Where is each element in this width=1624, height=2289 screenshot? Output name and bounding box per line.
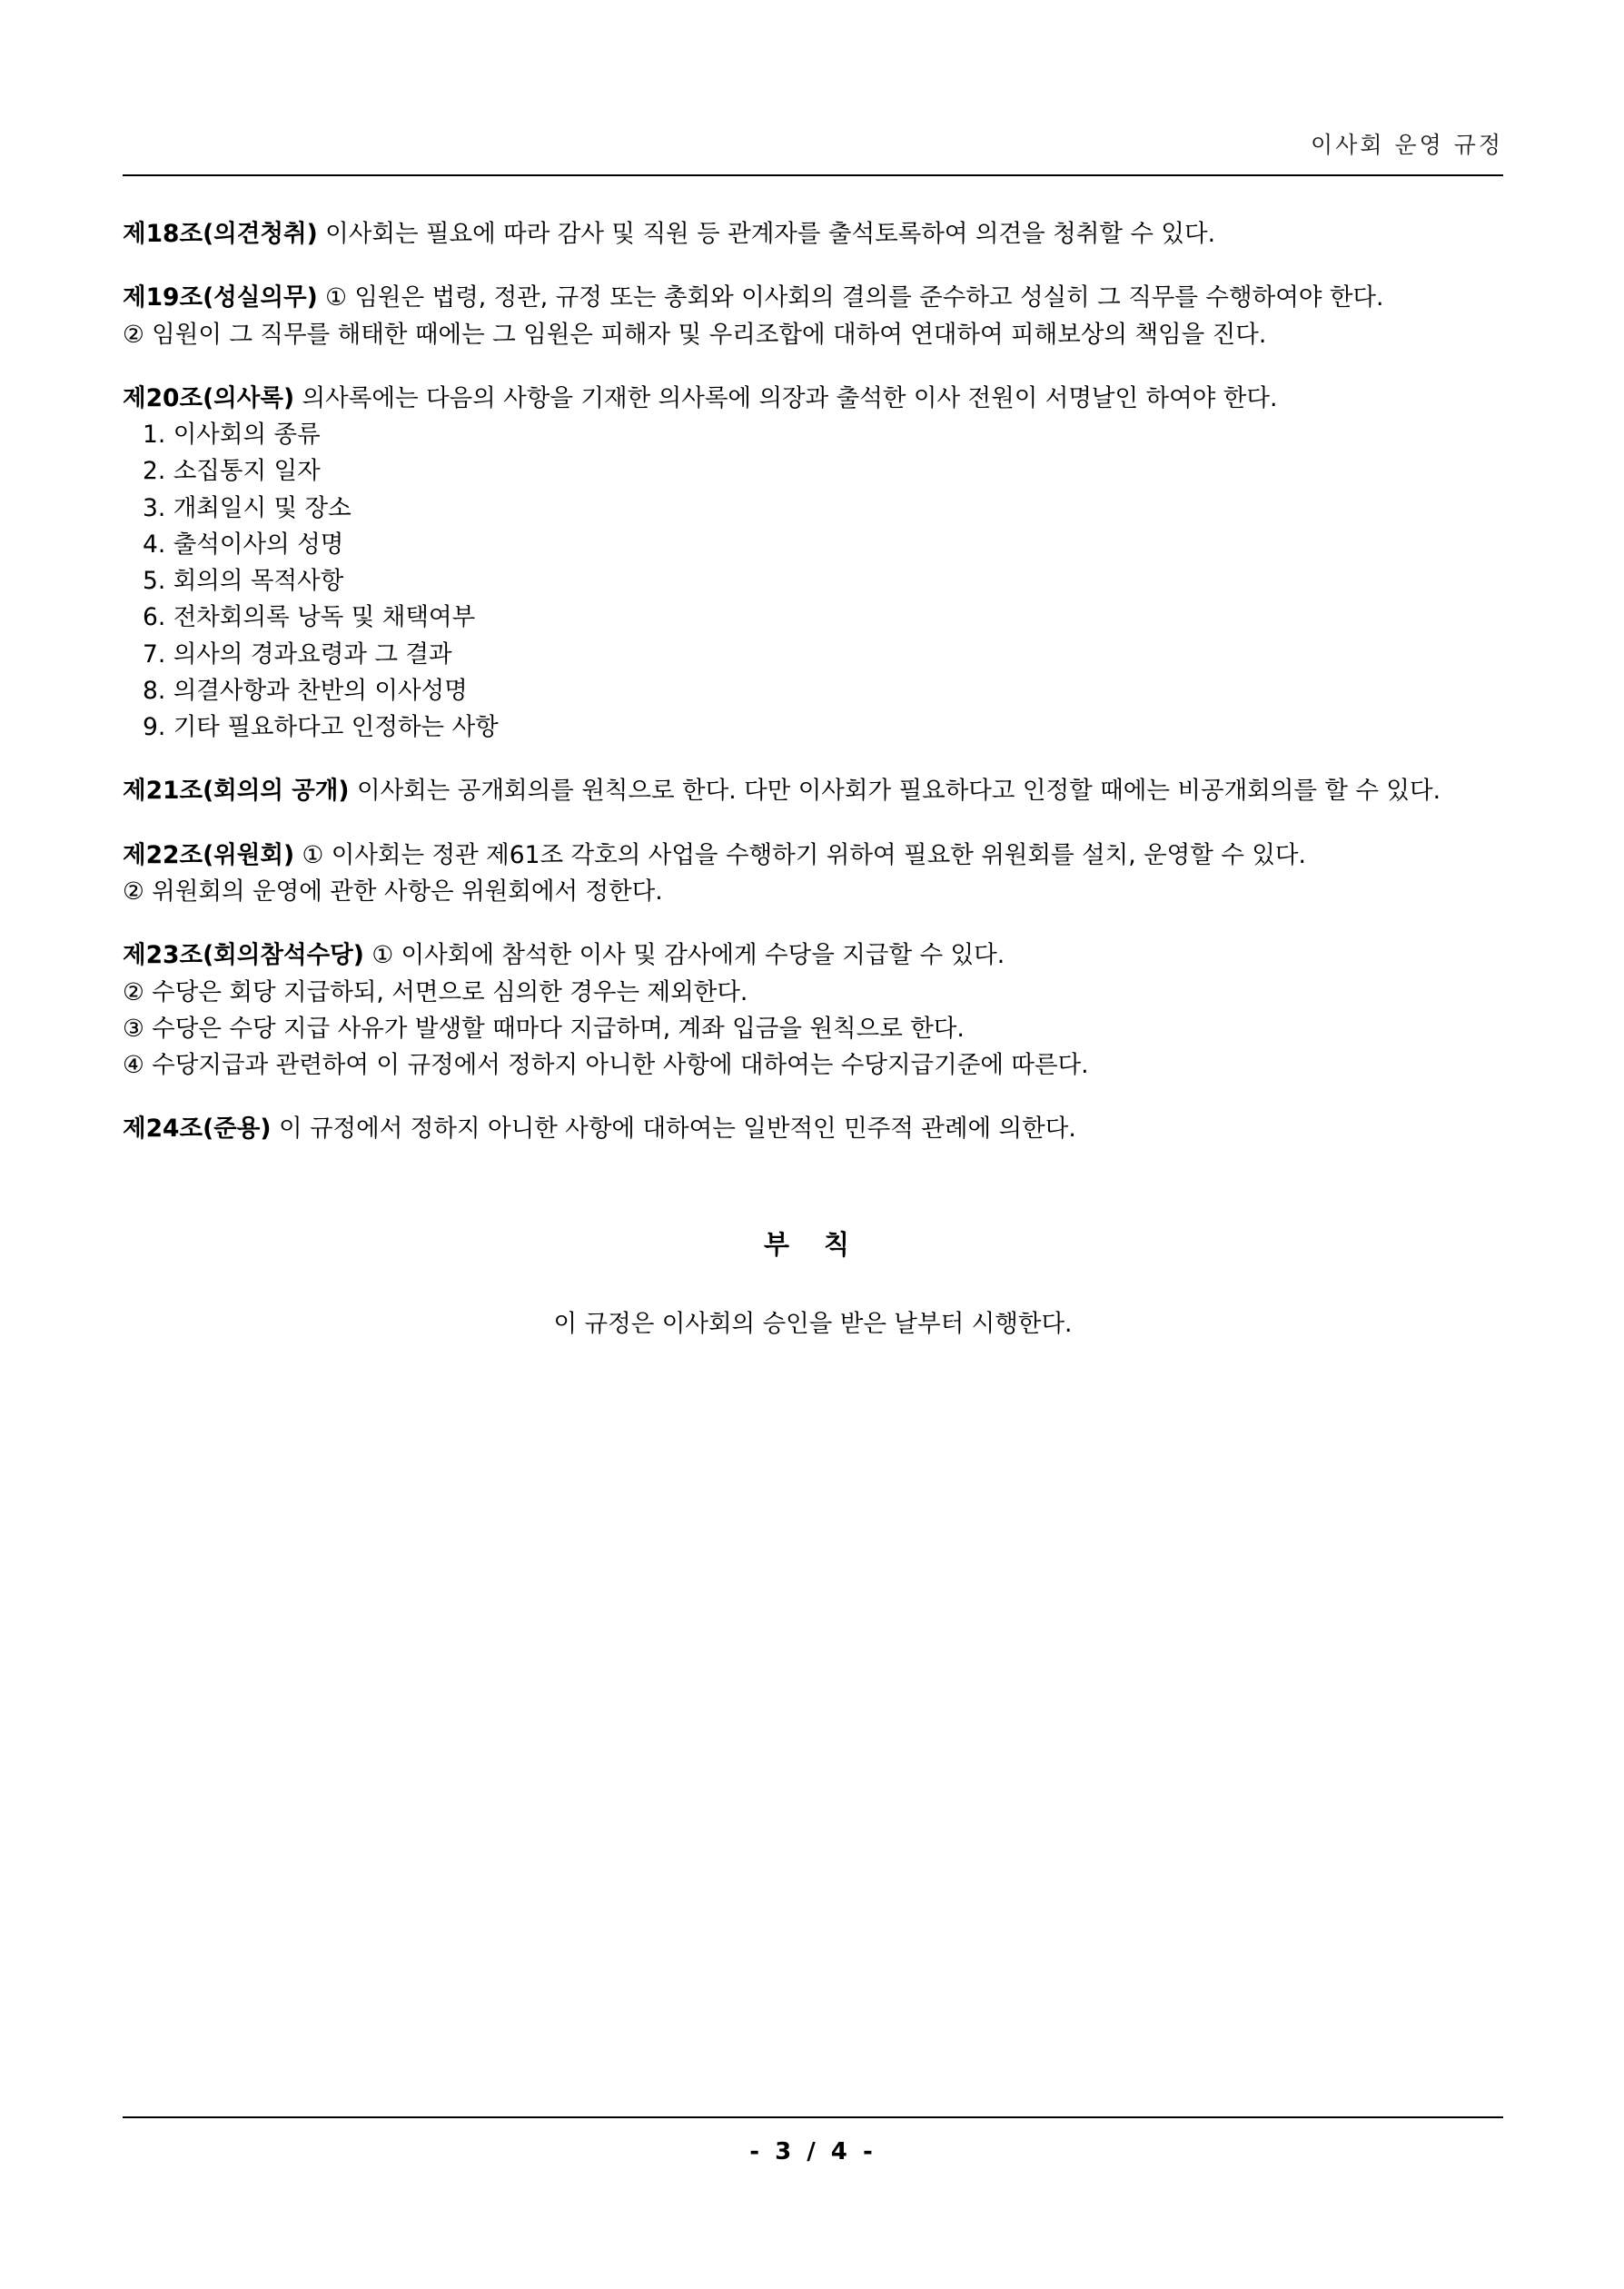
list-item: 5. 회의의 목적사항: [143, 567, 344, 596]
article-18-title: 제18조(의견청취): [123, 220, 318, 248]
article-22-text-1: ① 이사회는 정관 제61조 각호의 사업을 수행하기 위하여 필요한 위원회를 설치, 운영할 수 있다.: [302, 840, 1306, 869]
list-item: 9. 기타 필요하다고 인정하는 사항: [143, 713, 499, 742]
article-23-text-1: ① 이사회에 참석한 이사 및 감사에게 수당을 지급할 수 있다.: [371, 941, 1005, 970]
document-body: [123, 216, 1503, 1343]
page-number: - 3 / 4 -: [749, 2138, 876, 2165]
article-23-paragraph-2: ② 수당은 회당 지급하되, 서면으로 심의한 경우는 제외한다.: [123, 977, 748, 1006]
article-22-paragraph-1: [123, 837, 1503, 874]
supplementary-text: 이 규정은 이사회의 승인을 받은 날부터 시행한다.: [553, 1309, 1073, 1338]
article-20-title: 제20조(의사록): [123, 383, 295, 412]
supplementary-title: 부 칙: [763, 1228, 863, 1260]
article-24-title: 제24조(준용): [123, 1115, 272, 1144]
article-24-paragraph-1: [123, 1111, 1503, 1147]
article-23-paragraph-3: ③ 수당은 수당 지급 사유가 발생할 때마다 지급하며, 계좌 입금을 원칙으로 한다.: [123, 1014, 965, 1043]
list-item: 2. 소집통지 일자: [143, 457, 321, 486]
article-19-paragraph-2: ② 임원이 그 직무를 해태한 때에는 그 임원은 피해자 및 우리조합에 대하여 연대하여 피해보상의 책임을 진다.: [123, 320, 1267, 349]
article-22: [123, 837, 1503, 911]
article-19-paragraph-1: [123, 280, 1503, 316]
article-18-text-1: 이사회는 필요에 따라 감사 및 직원 등 관계자를 출석토록하여 의견을 청취할 수 있다.: [325, 220, 1216, 248]
article-24: [123, 1111, 1503, 1147]
article-23-title: 제23조(회의참석수당): [123, 941, 364, 970]
article-20-item-list: [123, 417, 1503, 746]
article-18-paragraph-1: [123, 216, 1503, 253]
footer-divider: [123, 2116, 1503, 2118]
article-23: [123, 937, 1503, 1084]
page-footer: [123, 2116, 1503, 2165]
list-item: 4. 출석이사의 성명: [143, 530, 344, 559]
list-item: 8. 의결사항과 찬반의 이사성명: [143, 676, 468, 705]
article-19-title: 제19조(성실의무): [123, 283, 318, 312]
article-21: [123, 773, 1503, 809]
page-header: [123, 0, 1503, 160]
article-18: [123, 216, 1503, 253]
article-21-text-1: 이사회는 공개회의를 원칙으로 한다. 다만 이사회가 필요하다고 인정할 때에는 비공개회의를 할 수 있다.: [356, 777, 1441, 806]
running-title: 이사회 운영 규정: [1311, 132, 1503, 158]
article-19-text-1: ① 임원은 법령, 정관, 규정 또는 총회와 이사회의 결의를 준수하고 성실히 그 직무를 수행하여야 한다.: [325, 283, 1384, 312]
list-item: 6. 전차회의록 낭독 및 채택여부: [143, 603, 476, 632]
article-22-title: 제22조(위원회): [123, 840, 295, 869]
article-20-paragraph-1: [123, 381, 1503, 417]
article-24-text-1: 이 규정에서 정하지 아니한 사항에 대하여는 일반적인 민주적 관례에 의한다.: [278, 1115, 1076, 1144]
article-23-paragraph-4: ④ 수당지급과 관련하여 이 규정에서 정하지 아니한 사항에 대하여는 수당지급기준에 따른다.: [123, 1051, 1089, 1080]
list-item: 7. 의사의 경과요령과 그 결과: [143, 639, 452, 669]
article-21-title: 제21조(회의의 공개): [123, 777, 350, 806]
header-divider: [123, 174, 1503, 176]
article-20: [123, 381, 1503, 747]
list-item: 3. 개최일시 및 장소: [143, 493, 352, 522]
article-19: [123, 280, 1503, 353]
page-content: [123, 0, 1503, 1343]
article-23-paragraph-1: [123, 937, 1503, 974]
article-22-paragraph-2: ② 위원회의 운영에 관한 사항은 위원회에서 정한다.: [123, 877, 663, 906]
article-21-paragraph-1: [123, 773, 1503, 809]
article-20-text-1: 의사록에는 다음의 사항을 기재한 의사록에 의장과 출석한 이사 전원이 서명날인 하여야 한다.: [302, 383, 1278, 412]
list-item: 1. 이사회의 종류: [143, 421, 321, 450]
